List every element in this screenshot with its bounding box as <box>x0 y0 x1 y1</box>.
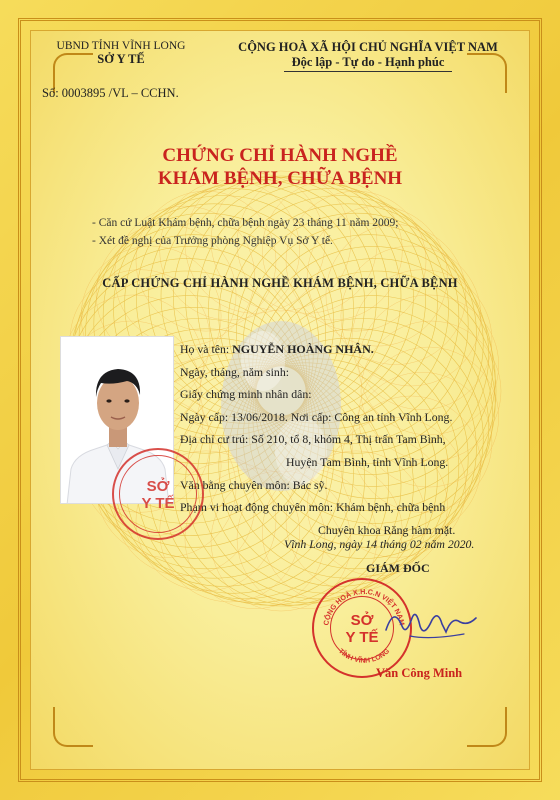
certificate-title <box>40 144 520 190</box>
address-line-2: Huyện Tam Bình, tỉnh Vĩnh Long. <box>286 454 449 469</box>
serial-number: Số: 0003895 /VL – CCHN. <box>42 86 179 100</box>
holder-details <box>180 338 455 541</box>
issuing-authority <box>46 40 196 67</box>
national-motto: Độc lập - Tự do - Hạnh phúc <box>291 55 445 69</box>
basis-line-2: - Xét đề nghị của Trưởng phòng Nghiệp Vụ Sở Y tế. <box>92 235 333 247</box>
signer-name: Văn Công Minh <box>376 666 463 680</box>
seal-center-line-2: Y TẾ <box>345 629 379 646</box>
motto-underline <box>284 71 452 72</box>
address-line-1: Địa chỉ cư trú: Số 210, tổ 8, khóm 4, Thị trấn Tam Bình, <box>180 432 446 447</box>
issue-place-date: Vĩnh Long, ngày 14 tháng 02 năm 2020. <box>284 537 475 551</box>
title-line-2: KHÁM BỆNH, CHỮA BỆNH <box>157 168 403 189</box>
corner-ornament <box>53 707 93 747</box>
seal-top-text: CỘNG HOÀ X.H.C.N VIỆT NAM <box>321 586 407 627</box>
department-name: SỞ Y TẾ <box>97 52 145 66</box>
degree: Văn bằng chuyên môn: Bác sỹ. <box>180 477 328 492</box>
seal-bottom-text: TỈNH VĨNH LONG <box>336 647 392 665</box>
scope-line-2: Chuyên khoa Răng hàm mặt. <box>318 522 456 537</box>
official-seal-photo <box>112 448 204 540</box>
corner-ornament <box>467 707 507 747</box>
grant-heading: CẤP CHỨNG CHỈ HÀNH NGHỀ KHÁM BỆNH, CHỮA BỆNH <box>102 276 458 290</box>
title-line-1: CHỨNG CHỈ HÀNH NGHỀ <box>162 145 398 166</box>
handwritten-signature <box>380 596 480 646</box>
seal-center-line-1: SỞ <box>350 612 374 629</box>
seal-center-line-1: SỞ <box>146 478 170 495</box>
id-issue-info: Ngày cấp: 13/06/2018. Nơi cấp: Công an tỉnh Vĩnh Long. <box>180 409 453 424</box>
holder-name: NGUYỄN HOÀNG NHÂN. <box>232 342 374 356</box>
dob-label: Ngày, tháng, năm sinh: <box>180 364 289 379</box>
national-header <box>218 40 518 72</box>
id-label: Giấy chứng minh nhân dân: <box>180 387 312 402</box>
seal-center-line-2: Y TẾ <box>141 495 175 512</box>
name-row <box>180 338 455 361</box>
scope-line-1: Phạm vi hoạt động chuyên môn: Khám bệnh, chữa bệnh <box>180 500 446 515</box>
name-label: Họ và tên: <box>180 342 230 356</box>
basis-line-1: - Căn cứ Luật Khám bệnh, chữa bệnh ngày 23 tháng 11 năm 2009; <box>92 217 399 229</box>
country-name: CỘNG HOÀ XÃ HỘI CHỦ NGHĨA VIỆT NAM <box>238 40 498 54</box>
legal-basis <box>92 214 399 250</box>
authority-name: UBND TỈNH VĨNH LONG <box>56 40 186 52</box>
signer-title: GIÁM ĐỐC <box>366 561 430 575</box>
